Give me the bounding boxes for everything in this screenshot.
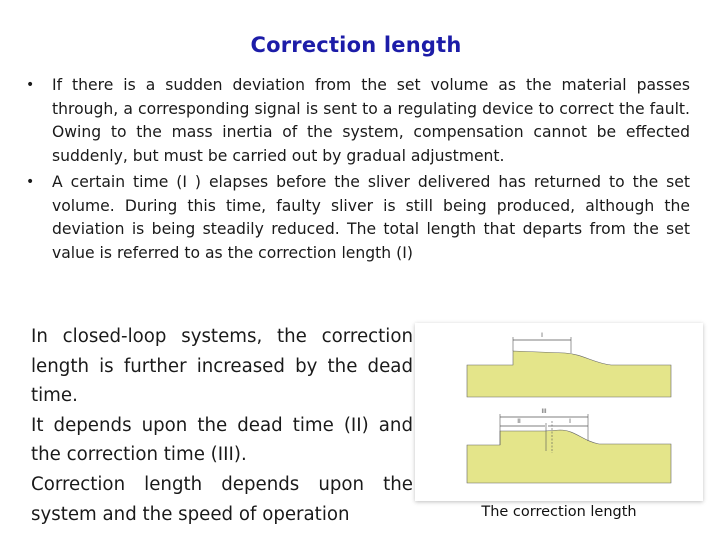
lower-text-line: length is further increased by the dead: [31, 355, 413, 377]
lower-text-block: [31, 322, 413, 529]
bottom-total-label: III: [541, 408, 547, 415]
bottom-correction-label: I: [569, 418, 571, 425]
bullet-dot-icon: •: [26, 174, 35, 190]
lower-text-line: time.: [31, 385, 78, 407]
lower-text-line: system and the speed of operation: [31, 503, 350, 525]
bottom-dead-time-label: II: [517, 418, 521, 425]
lower-text-line: Correction length depends upon the: [31, 473, 413, 495]
correction-length-figure: [415, 323, 703, 501]
lower-text-line: It depends upon the dead time (II) and: [31, 414, 413, 436]
bullet-list: [22, 74, 690, 268]
bullet-text: If there is a sudden deviation from the set volume as the material passes through, a corresponding signal is sent to a regulating device to correct the fault. Owing to the mass inertia of the system, compensation cannot be effected suddenly, but must be carried out by gradual adjustment.: [52, 76, 690, 165]
lower-text-line: the correction time (III).: [31, 444, 247, 466]
figure-caption: The correction length: [481, 504, 637, 520]
lower-text-line: In closed-loop systems, the correction: [31, 326, 413, 347]
top-dimension-label: I: [541, 332, 543, 339]
correction-length-diagram: [415, 323, 703, 501]
top-sliver-shape: [467, 351, 671, 397]
bullet-item: [22, 74, 690, 168]
bullet-text: A certain time (I ) elapses before the sliver delivered has returned to the set volume. During this time, faulty sliver is still being produced, although the deviation is being steadily reduced. The total length that departs from the set value is referred to as the correction length (I): [52, 173, 690, 262]
bullet-item: [22, 171, 690, 265]
bullet-dot-icon: •: [26, 77, 35, 93]
slide-title: Correction length: [250, 33, 462, 57]
bottom-sliver-shape: [467, 430, 671, 483]
